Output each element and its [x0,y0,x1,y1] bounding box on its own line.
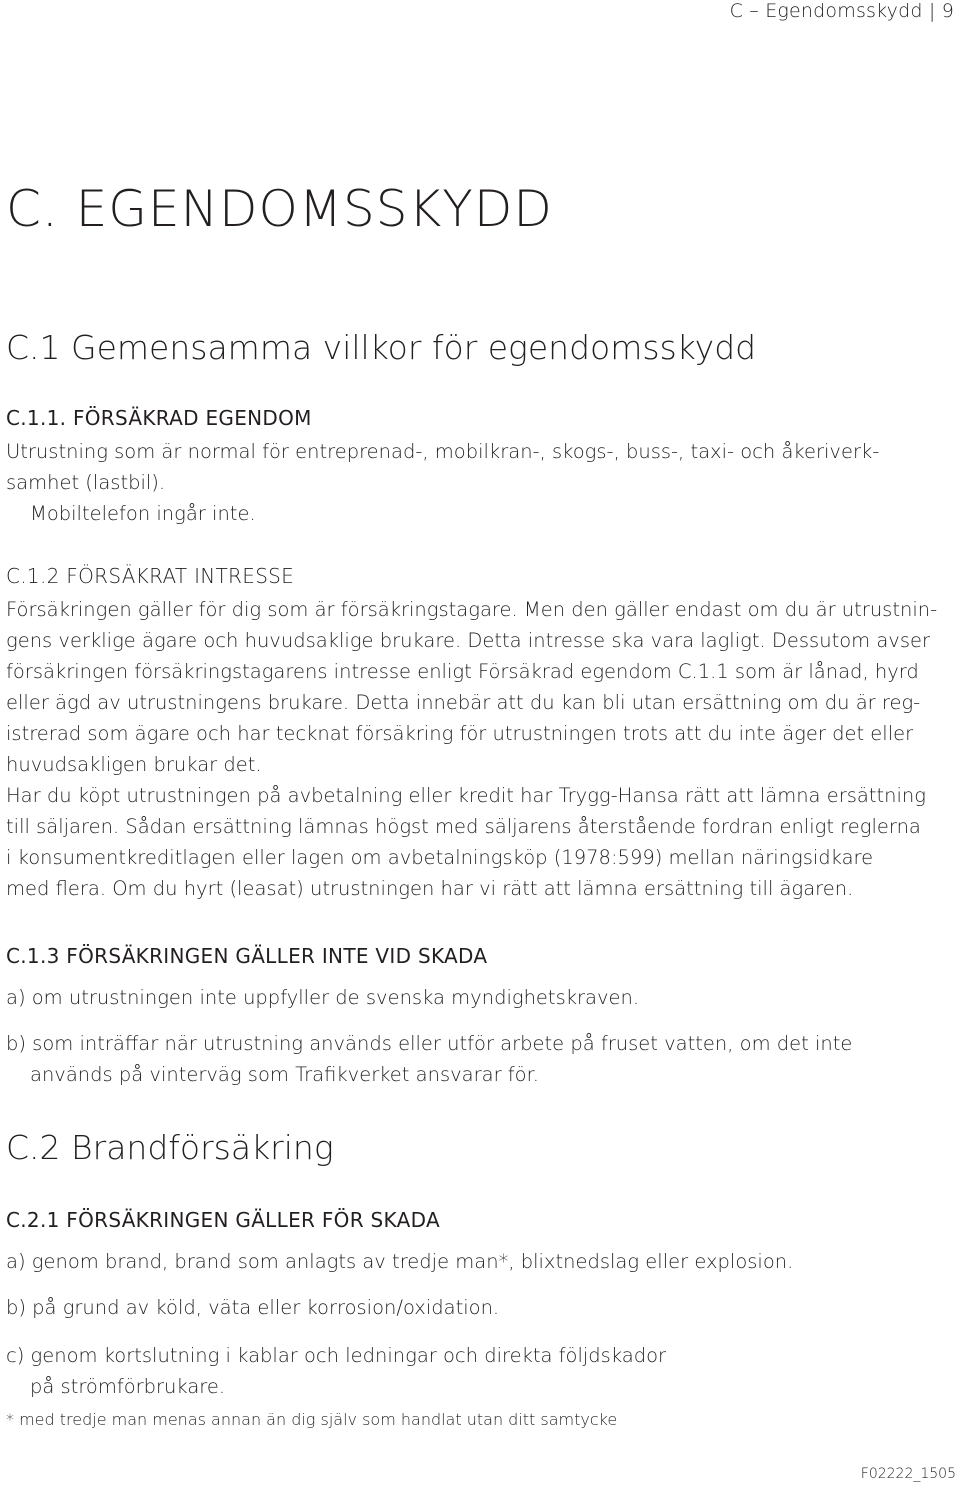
c112-line: till säljaren. Sådan ersättning lämnas högst med säljarens återstående fordran enligt reglerna [6,815,921,838]
c112-line: eller ägd av utrustningens brukare. Detta innebär att du kan bli utan ersättning om du är reg- [6,691,921,714]
document-id: F02222_1505 [860,1466,956,1482]
c112-line: istrerad som ägare och har tecknat försäkring för utrustningen trots att du inte äger det eller [6,722,914,745]
c21-item-c [6,1340,951,1402]
c112-line: med flera. Om du hyrt (leasat) utrustningen har vi rätt att lämna ersättning till ägaren. [6,877,854,900]
c112-line: gens verklige ägare och huvudsaklige brukare. Detta intresse ska vara lagligt. Dessutom avser [6,629,931,652]
c111-line: samhet (lastbil). [6,471,166,494]
c111-heading: C.1.1. FÖRSÄKRAD EGENDOM [6,406,312,430]
c112-line: huvudsakligen brukar det. [6,753,262,776]
page-title: C. EGENDOMSSKYDD [6,180,553,238]
c113-heading: C.1.3 FÖRSÄKRINGEN GÄLLER INTE VID SKADA [6,944,488,968]
c21-item-a: a) genom brand, brand som anlagts av tredje man*, blixtnedslag eller explosion. [6,1250,794,1273]
section-c1-heading: C.1 Gemensamma villkor för egendomsskydd [6,328,757,367]
c113-item-a: a) om utrustningen inte uppfyller de svenska myndighetskraven. [6,986,640,1009]
c112-line: Försäkringen gäller för dig som är försäkringstagare. Men den gäller endast om du är utrustnin- [6,598,938,621]
c111-line: Utrustning som är normal för entreprenad-, mobilkran-, skogs-, buss-, taxi- och åkeriverk- [6,440,880,463]
c112-line: försäkringen försäkringstagarens intresse enligt Försäkrad egendom C.1.1 som är lånad, hyrd [6,660,919,683]
c112-line: i konsumentkreditlagen eller lagen om avbetalningsköp (1978:599) mellan näringsidkare [6,846,874,869]
running-header: C – Egendomsskydd | 9 [729,0,954,22]
c112-heading: C.1.2 FÖRSÄKRAT INTRESSE [6,564,295,588]
c21-item-b: b) på grund av köld, väta eller korrosion/oxidation. [6,1296,500,1319]
c113-item-b-line: används på vinterväg som Trafikverket ansvarar för. [30,1063,540,1086]
c21-item-c-line: på strömförbrukare. [30,1375,226,1398]
c21-heading: C.2.1 FÖRSÄKRINGEN GÄLLER FÖR SKADA [6,1208,440,1232]
section-c2-heading: C.2 Brandförsäkring [6,1128,334,1167]
c21-item-c-line: c) genom kortslutning i kablar och ledningar och direkta följdskador [6,1344,667,1367]
c113-item-b-line: b) som inträffar när utrustning används eller utför arbete på fruset vatten, om det inte [6,1032,853,1055]
c112-paragraph [6,594,951,904]
footnote: * med tredje man menas annan än dig själv som handlat utan ditt samtycke [6,1410,618,1429]
c113-item-b [6,1028,951,1090]
c111-paragraph [6,436,951,529]
c111-line: Mobiltelefon ingår inte. [30,502,256,525]
c112-line: Har du köpt utrustningen på avbetalning eller kredit har Trygg-Hansa rätt att lämna ersättning [6,784,926,807]
